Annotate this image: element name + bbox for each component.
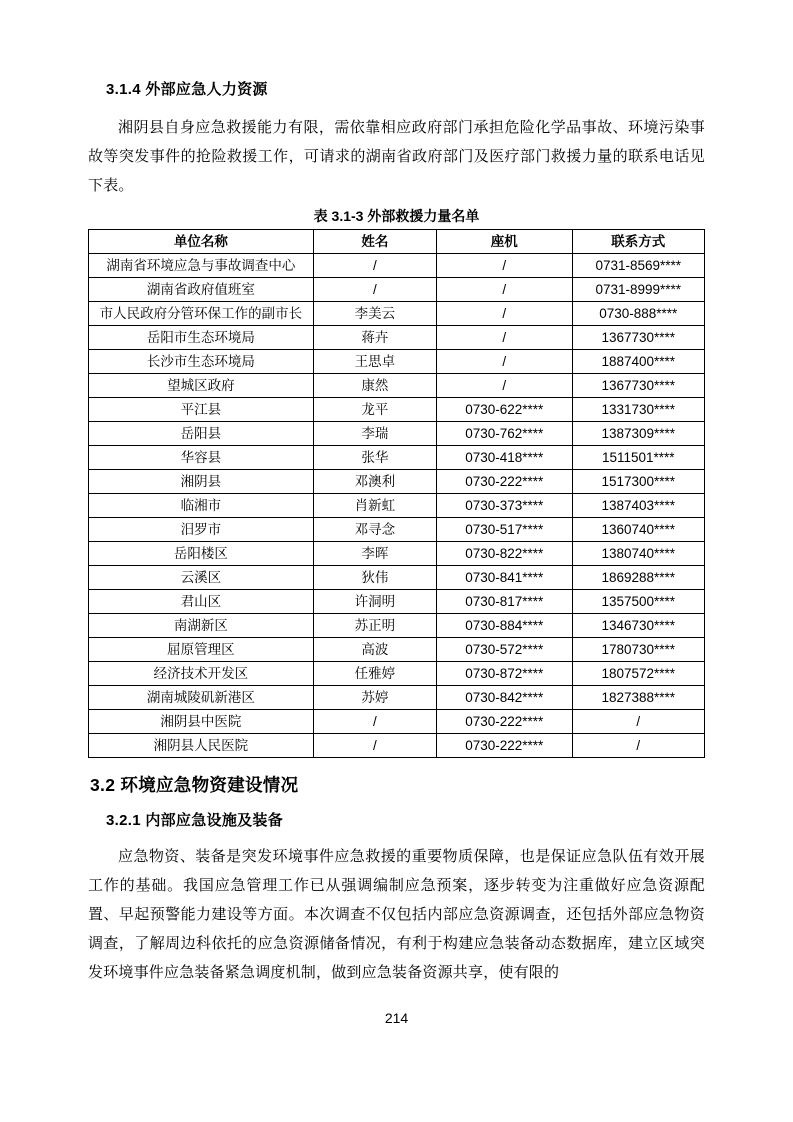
table-row (89, 638, 705, 662)
table-cell: 0730-817**** (437, 590, 573, 614)
table-cell: 岳阳楼区 (89, 542, 314, 566)
table-cell: 1887400**** (572, 350, 704, 374)
table-cell: 0730-622**** (437, 398, 573, 422)
table-cell: 邓澳利 (313, 470, 436, 494)
table-cell: 湘阴县人民医院 (89, 734, 314, 758)
table-row (89, 326, 705, 350)
table-cell: 张华 (313, 446, 436, 470)
table-cell: / (437, 374, 573, 398)
table-cell: 1827388**** (572, 686, 704, 710)
table-cell: 1367730**** (572, 374, 704, 398)
table-row (89, 302, 705, 326)
table-cell: 望城区政府 (89, 374, 314, 398)
table-cell: 1517300**** (572, 470, 704, 494)
table-cell: / (437, 254, 573, 278)
column-header-contact: 联系方式 (572, 230, 704, 254)
table-cell: / (313, 278, 436, 302)
table-cell: 1367730**** (572, 326, 704, 350)
table-row (89, 494, 705, 518)
column-header-unit: 单位名称 (89, 230, 314, 254)
table-cell: 1331730**** (572, 398, 704, 422)
table-cell: 0730-222**** (437, 470, 573, 494)
table-cell: 云溪区 (89, 566, 314, 590)
table-cell: 任雅婷 (313, 662, 436, 686)
table-cell: 许洞明 (313, 590, 436, 614)
table-cell: 湖南城陵矶新港区 (89, 686, 314, 710)
table-cell: 0730-762**** (437, 422, 573, 446)
table-cell: 经济技术开发区 (89, 662, 314, 686)
table-cell: / (313, 710, 436, 734)
table-cell: 0730-373**** (437, 494, 573, 518)
table-cell: 1780730**** (572, 638, 704, 662)
table-cell: 市人民政府分管环保工作的副市长 (89, 302, 314, 326)
table-row (89, 446, 705, 470)
table-header-row (89, 230, 705, 254)
table-cell: 0730-884**** (437, 614, 573, 638)
page-content (88, 78, 705, 993)
table-cell: 岳阳县 (89, 422, 314, 446)
table-cell: / (437, 278, 573, 302)
table-cell: 0730-822**** (437, 542, 573, 566)
table-cell: 平江县 (89, 398, 314, 422)
table-cell: 湖南省环境应急与事故调查中心 (89, 254, 314, 278)
table-row (89, 686, 705, 710)
table-cell: 龙平 (313, 398, 436, 422)
table-cell: 0730-872**** (437, 662, 573, 686)
section-heading-3-2-1: 3.2.1 内部应急设施及装备 (106, 812, 284, 829)
table-cell: / (437, 350, 573, 374)
table-cell: 1380740**** (572, 542, 704, 566)
table-cell: 0730-222**** (437, 710, 573, 734)
external-rescue-force-table (88, 229, 705, 758)
table-cell: 0731-8569**** (572, 254, 704, 278)
section-heading-3-1-4: 3.1.4 外部应急人力资源 (106, 81, 268, 98)
table-cell: 0730-841**** (437, 566, 573, 590)
table-cell: 李晖 (313, 542, 436, 566)
table-cell: 蒋卉 (313, 326, 436, 350)
table-cell: 苏婷 (313, 686, 436, 710)
page-number: 214 (384, 1010, 409, 1026)
table-cell: 肖新虹 (313, 494, 436, 518)
table-cell: 长沙市生态环境局 (89, 350, 314, 374)
table-cell: 君山区 (89, 590, 314, 614)
table-row (89, 590, 705, 614)
table-cell: 康然 (313, 374, 436, 398)
table-cell: / (313, 734, 436, 758)
table-cell: 岳阳市生态环境局 (89, 326, 314, 350)
table-cell: / (437, 302, 573, 326)
table-cell: 0730-842**** (437, 686, 573, 710)
column-header-name: 姓名 (313, 230, 436, 254)
table-cell: 1357500**** (572, 590, 704, 614)
table-row (89, 614, 705, 638)
table-caption: 表 3.1-3 外部救援力量名单 (313, 208, 480, 224)
table-row (89, 398, 705, 422)
table-cell: 1387309**** (572, 422, 704, 446)
table-cell: 湘阴县中医院 (89, 710, 314, 734)
table-cell: 狄伟 (313, 566, 436, 590)
table-cell: / (313, 254, 436, 278)
table-row (89, 278, 705, 302)
table-cell: 1346730**** (572, 614, 704, 638)
table-cell: 湖南省政府值班室 (89, 278, 314, 302)
column-header-landline: 座机 (437, 230, 573, 254)
table-cell: 汨罗市 (89, 518, 314, 542)
table-cell: 王思卓 (313, 350, 436, 374)
table-cell: 临湘市 (89, 494, 314, 518)
table-cell: 高波 (313, 638, 436, 662)
table-cell: / (437, 326, 573, 350)
table-cell: 1360740**** (572, 518, 704, 542)
table-row (89, 734, 705, 758)
table-cell: 邓寻念 (313, 518, 436, 542)
table-cell: 1511501**** (572, 446, 704, 470)
table-body (89, 254, 705, 758)
paragraph-external-emergency-resources: 湘阴县自身应急救援能力有限，需依靠相应政府部门承担危险化学品事故、环境污染事故等突发事件的抢险救援工作，可请求的湖南省政府部门及医疗部门救援力量的联系电话见下表。 (88, 119, 705, 194)
table-cell: 李美云 (313, 302, 436, 326)
paragraph-internal-emergency-facilities: 应急物资、装备是突发环境事件应急救援的重要物质保障，也是保证应急队伍有效开展工作的基础。我国应急管理工作已从强调编制应急预案，逐步转变为注重做好应急资源配置、早起预警能力建设等方面。本次调查不仅包括内部应急资源调查，还包括外部应急物资调查，了解周边科依托的应急资源储备情况，有利于构建应急装备动态数据库，建立区域突发环境事件应急装备紧急调度机制，做到应急装备资源共享，使有限的 (88, 848, 705, 981)
table-row (89, 566, 705, 590)
table-cell: 李瑞 (313, 422, 436, 446)
table-row (89, 470, 705, 494)
section-heading-3-2: 3.2 环境应急物资建设情况 (90, 775, 299, 795)
table-row (89, 422, 705, 446)
table-cell: 1807572**** (572, 662, 704, 686)
table-row (89, 350, 705, 374)
table-cell: / (572, 734, 704, 758)
table-cell: 南湖新区 (89, 614, 314, 638)
table-cell: 0731-8999**** (572, 278, 704, 302)
table-cell: 屈原管理区 (89, 638, 314, 662)
table-row (89, 710, 705, 734)
table-cell: 0730-418**** (437, 446, 573, 470)
table-cell: / (572, 710, 704, 734)
table-cell: 1869288**** (572, 566, 704, 590)
table-cell: 0730-888**** (572, 302, 704, 326)
table-cell: 0730-222**** (437, 734, 573, 758)
table-cell: 0730-572**** (437, 638, 573, 662)
table-cell: 湘阴县 (89, 470, 314, 494)
table-cell: 0730-517**** (437, 518, 573, 542)
table-row (89, 542, 705, 566)
table-cell: 华容县 (89, 446, 314, 470)
table-row (89, 662, 705, 686)
table-row (89, 374, 705, 398)
table-row (89, 254, 705, 278)
table-cell: 1387403**** (572, 494, 704, 518)
table-cell: 苏正明 (313, 614, 436, 638)
table-row (89, 518, 705, 542)
